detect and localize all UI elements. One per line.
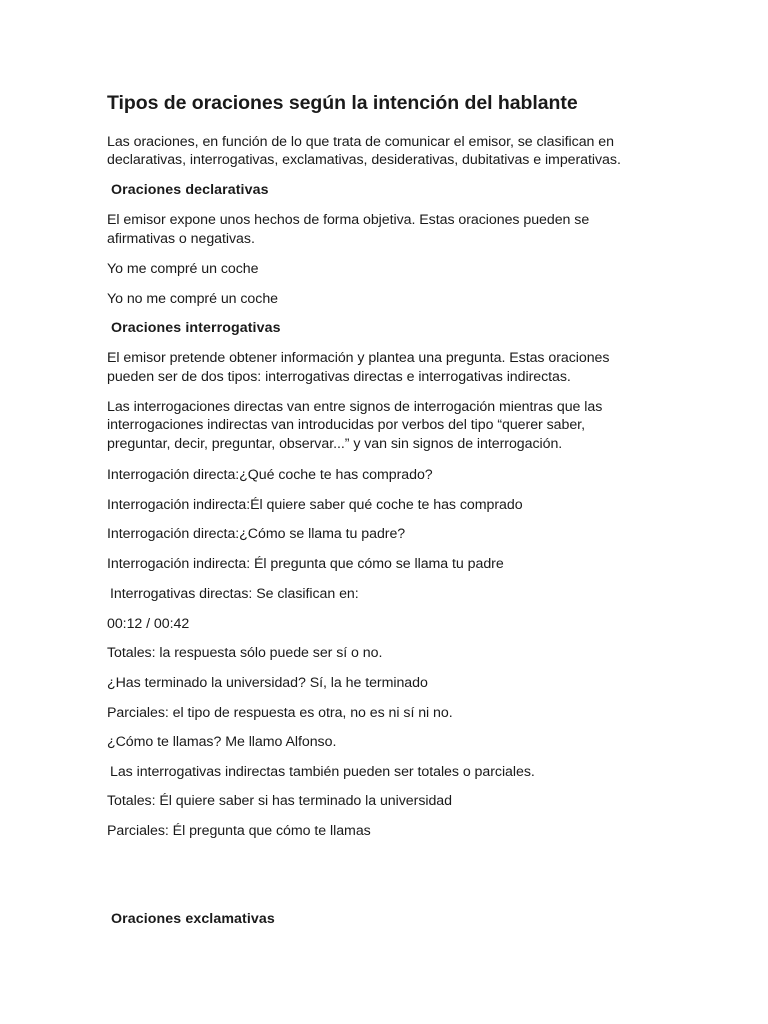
example-directa-2: Interrogación directa:¿Cómo se llama tu padre?	[107, 526, 406, 542]
interrogativas-text2-line-1: Las interrogaciones directas van entre signos de interrogación mientras que las	[107, 399, 603, 415]
intro-line-1: Las oraciones, en función de lo que trata de comunicar el emisor, se clasifican en	[107, 134, 614, 150]
intro-line-2: declarativas, interrogativas, exclamativas, desiderativas, dubitativas e imperativas.	[107, 152, 621, 168]
example-indirecta-2: Interrogación indirecta: Él pregunta que cómo se llama tu padre	[107, 556, 504, 572]
parciales-example: ¿Cómo te llamas? Me llamo Alfonso.	[107, 734, 337, 750]
directas-clasificacion: Interrogativas directas: Se clasifican en:	[110, 586, 359, 602]
heading-interrogativas: Oraciones interrogativas	[111, 320, 281, 336]
totales-definition: Totales: la respuesta sólo puede ser sí o no.	[107, 645, 383, 661]
totales-indirecta-example: Totales: Él quiere saber si has terminado la universidad	[107, 793, 452, 809]
declarativas-example-1: Yo me compré un coche	[107, 261, 259, 277]
heading-declarativas: Oraciones declarativas	[111, 182, 269, 198]
interrogativas-text1-line-1: El emisor pretende obtener información y plantea una pregunta. Estas oraciones	[107, 350, 610, 366]
interrogativas-text2-line-2: interrogaciones indirectas van introducidas por verbos del tipo “querer saber,	[107, 417, 585, 433]
parciales-definition: Parciales: el tipo de respuesta es otra, no es ni sí ni no.	[107, 705, 453, 721]
heading-exclamativas: Oraciones exclamativas	[111, 911, 275, 927]
totales-example: ¿Has terminado la universidad? Sí, la he terminado	[107, 675, 428, 691]
example-indirecta-1: Interrogación indirecta:Él quiere saber qué coche te has comprado	[107, 497, 523, 513]
interrogativas-text1-line-2: pueden ser de dos tipos: interrogativas directas e interrogativas indirectas.	[107, 369, 571, 385]
declarativas-text-line-1: El emisor expone unos hechos de forma objetiva. Estas oraciones pueden se	[107, 212, 590, 228]
page-title: Tipos de oraciones según la intención del hablante	[107, 92, 578, 114]
declarativas-text-line-2: afirmativas o negativas.	[107, 231, 255, 247]
video-timestamp: 00:12 / 00:42	[107, 616, 190, 632]
example-directa-1: Interrogación directa:¿Qué coche te has comprado?	[107, 467, 433, 483]
parciales-indirecta-example: Parciales: Él pregunta que cómo te llamas	[107, 823, 371, 839]
declarativas-example-2: Yo no me compré un coche	[107, 291, 278, 307]
interrogativas-text2-line-3: preguntar, decir, preguntar, observar...” y van sin signos de interrogación.	[107, 436, 563, 452]
indirectas-totales-parciales: Las interrogativas indirectas también pueden ser totales o parciales.	[110, 764, 535, 780]
